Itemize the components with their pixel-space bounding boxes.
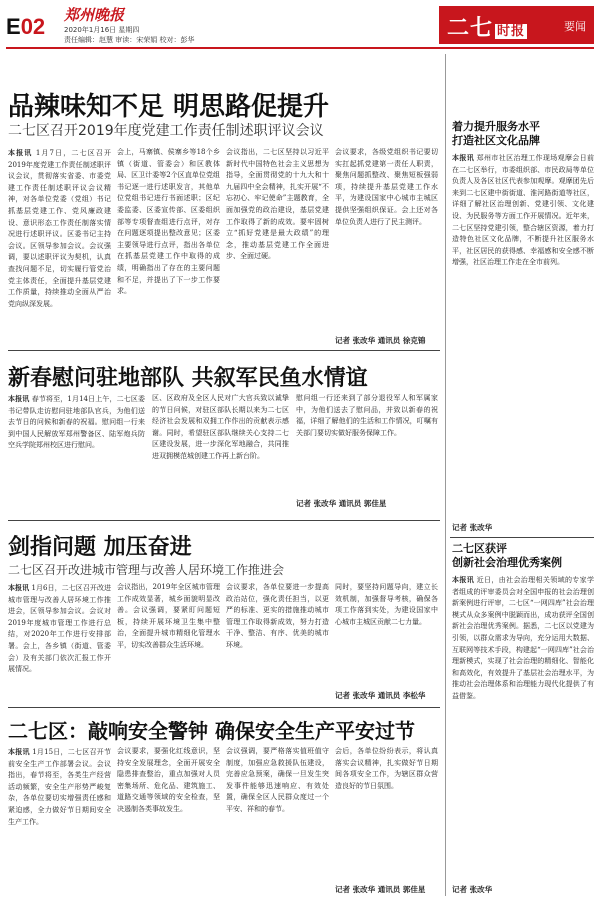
divider — [8, 707, 440, 708]
masthead-rule — [6, 47, 594, 49]
sidebar2-byline: 记者 张改华 — [452, 885, 493, 894]
article2-col3: 慰问组一行还来到了部分退役军人和军属家中，为他们送去了慰问品，并致以新春的祝福，详细了解他们的生活和工作情况，叮嘱有关部门要切实做好服务保障工作。 — [296, 394, 438, 437]
article1-col2: 会上，马寨镇、侯寨乡等18个乡镇（街道、管委会）和区教体局、区卫计委等2个区直单位党组书记逐一进行述职发言，其他单位党组书记进行书面述职；区纪委监委、区委宣传部、区委组织部等专项督查组进行点评，对存在问题逐项提出整改意见；区委主要领导进行点评，指出各单位在抓基层党建工作中取得的成绩，明确指出了存在的主要问题和不足，并提出了下一步工作要求。 — [117, 148, 220, 296]
article2-col2: 区、区政府及全区人民对广大官兵致以诚挚的节日问候，对驻区部队长期以来为二七区经济社会发展和双拥工作作出的贡献表示感谢。同时，希望驻区部队继续关心支持二七区建设发展，进一步深化军地融合，共同推进双拥模范城创建工作再上新台阶。 — [152, 394, 289, 460]
article4-col4: 会后，各单位纷纷表示，将认真落实会议精神，扎实做好节日期间各项安全工作，为辖区群众营造良好的节日氛围。 — [335, 747, 438, 790]
section-brand — [439, 6, 594, 44]
brand-badge: 时报 — [497, 23, 526, 39]
article3-headline: 剑指问题 加压奋进 — [8, 535, 192, 560]
article2-headline: 新春慰问驻地部队 共叙军民鱼水情谊 — [8, 366, 368, 391]
article1-col1: 本报讯 1月7日，二七区召开2019年度党建工作责任制述职评议会议，贯彻落实省委、市委党建工作责任制述职评议会议精神，对各单位党委（党组）书记抓基层党建工作、党风廉政建设、意识形态工作责任制落实情况进行述职评议。区委书记主持会议。区领导参加会议。会议强调，要以述职评议为契机，认真查找问题不足，切实履行管党治党主体责任，全面提升基层党建工作质量，持续推动全面从严治党向纵深发展。 — [8, 148, 111, 308]
article1-col3: 会议指出，二七区坚持以习近平新时代中国特色社会主义思想为指导，全面贯彻党的十九大和十九届四中全会精神，扎实开展“不忘初心、牢记使命”主题教育，全面加强党的政治建设，基层党建工作取得了新的成效。要牢固树立“抓好党建是最大政绩”的理念，推动基层党建工作全面进步、全面过硬。 — [226, 148, 329, 261]
article4-col3: 会议强调，要严格落实值班值守制度，加强应急救援队伍建设，完善应急预案，确保一旦发生突发事件能够迅速响应、有效处置，确保全区人民群众度过一个平安、祥和的春节。 — [226, 747, 329, 813]
issue-date: 2020年1月16日 星期四 — [64, 26, 140, 34]
section-label: 要闻 — [564, 20, 586, 33]
sidebar2-body: 本报讯 近日，由社会治理相关领域的专家学者组成的评审委员会对全国申报的社会治理创新案例进行评审，二七区“一网四库”社会治理模式从众多案例中脱颖而出，成功获评全国创新社会治理优秀案例。据悉，二七区以党建为引领，以群众需求为导向，充分运用大数据、互联网等技术手段，构建起“一网四库”社会治理新模式，实现了社会治理的精细化、智能化和高效化，有效提升了基层社会治理水平，为推动社会治理体系和治理能力现代化提供了有益借鉴。 — [452, 575, 594, 700]
divider — [8, 350, 440, 351]
page-number: E02 — [6, 14, 46, 39]
article4-headline: 二七区：敲响安全警钟 确保安全生产平安过节 — [8, 719, 415, 743]
article4-byline: 记者 张改华 通讯员 郭佳星 — [335, 885, 426, 894]
article3-byline: 记者 张改华 通讯员 李松华 — [335, 691, 426, 700]
article2-col1: 本报讯 春节将至，1月14日上午，二七区委书记带队走访慰问驻地部队官兵，为他们送去节日的问候和新春的祝福。慰问组一行来到中国人民解放军郑州警备区、陆军炮兵防空兵学院郑州校区进行慰问。 — [8, 394, 145, 450]
article3-subhead: 二七区召开改进城市管理与改善人居环境工作推进会 — [8, 563, 285, 577]
article3-col2: 会议指出，2019年全区城市管理工作成效显著，城乡面貌明显改善。会议强调，要紧盯问题短板，持续开展环境卫生集中整治，全面提升城市精细化管理水平，切实改善群众生活环境。 — [117, 583, 220, 649]
sidebar2-title: 二七区获评 创新社会治理优秀案例 — [452, 542, 562, 569]
article1-byline: 记者 张改华 通讯员 徐克锦 — [335, 336, 426, 345]
brand-name: 二七 时报 — [447, 16, 526, 41]
article4-col1: 本报讯 1月15日，二七区召开节前安全生产工作部署会议。会议指出，春节将至，各类生产经营活动频繁，安全生产形势严峻复杂，各单位要切实增强责任感和紧迫感，全力做好节日期间安全生产工作。 — [8, 747, 111, 826]
article4-col2: 会议要求，要强化红线意识，坚持安全发展理念，全面开展安全隐患排查整治，重点加强对人员密集场所、危化品、建筑施工、道路交通等领域的安全检查，坚决遏制各类事故发生。 — [117, 747, 220, 813]
article3-col4: 同时，要坚持问题导向，建立长效机制，加强督导考核，确保各项工作落到实处，为建设国家中心城市主城区贡献二七力量。 — [335, 583, 438, 626]
divider — [8, 520, 440, 521]
article1-headline: 品辣味知不足 明思路促提升 — [8, 92, 330, 122]
column-separator — [445, 54, 446, 896]
sidebar1-byline: 记者 张改华 — [452, 523, 493, 532]
article1-col4: 会议要求，各级党组织书记要切实扛起抓党建第一责任人职责，聚焦问题抓整改、聚焦短板强弱项，持续提升基层党建工作水平，为建设国家中心城市主城区提供坚强组织保证。会上还对各单位负责人进行了民主测评。 — [335, 148, 438, 226]
editor-credits: 责任编辑：赵慧 审读：宋荣娟 校对：彭华 — [64, 36, 195, 44]
sidebar1-title: 着力提升服务水平 打造社区文化品牌 — [452, 120, 540, 147]
article1-subhead: 二七区召开2019年度党建工作责任制述职评议会议 — [8, 123, 324, 139]
paper-name-logo: 郑州晚报 — [64, 8, 125, 24]
article2-byline: 记者 张改华 通讯员 郭佳星 — [296, 499, 387, 508]
sidebar1-body: 本报讯 郑州市社区治理工作现场观摩会日前在二七区举行，市委组织部、市民政局等单位负责人及各区社区代表参加观摩。观摩团先后来到二七区建中街街道、淮河路街道等社区，详细了解社区治理创新、党建引领、文化建设、为民服务等方面工作开展情况。近年来，二七区坚持党建引领，整合辖区资源，着力打造特色社区文化品牌，不断提升社区服务水平，社区居民的获得感、幸福感和安全感不断增强，社区治理工作走在全市前列。 — [452, 153, 594, 267]
divider — [450, 537, 594, 538]
article3-col3: 会议要求，各单位要进一步提高政治站位，强化责任担当，以更严的标准、更实的措施推动城市管理工作取得新成效，努力打造干净、整洁、有序、优美的城市环境。 — [226, 583, 329, 649]
article3-col1: 本报讯 1月6日，二七区召开改进城市管理与改善人居环境工作推进会，区领导参加会议。会议对2019年度城市管理工作进行总结，对2020年工作进行安排部署。会上，各乡镇（街道、管委会）及有关部门依次汇报工作开展情况。 — [8, 583, 111, 674]
masthead — [0, 0, 600, 50]
